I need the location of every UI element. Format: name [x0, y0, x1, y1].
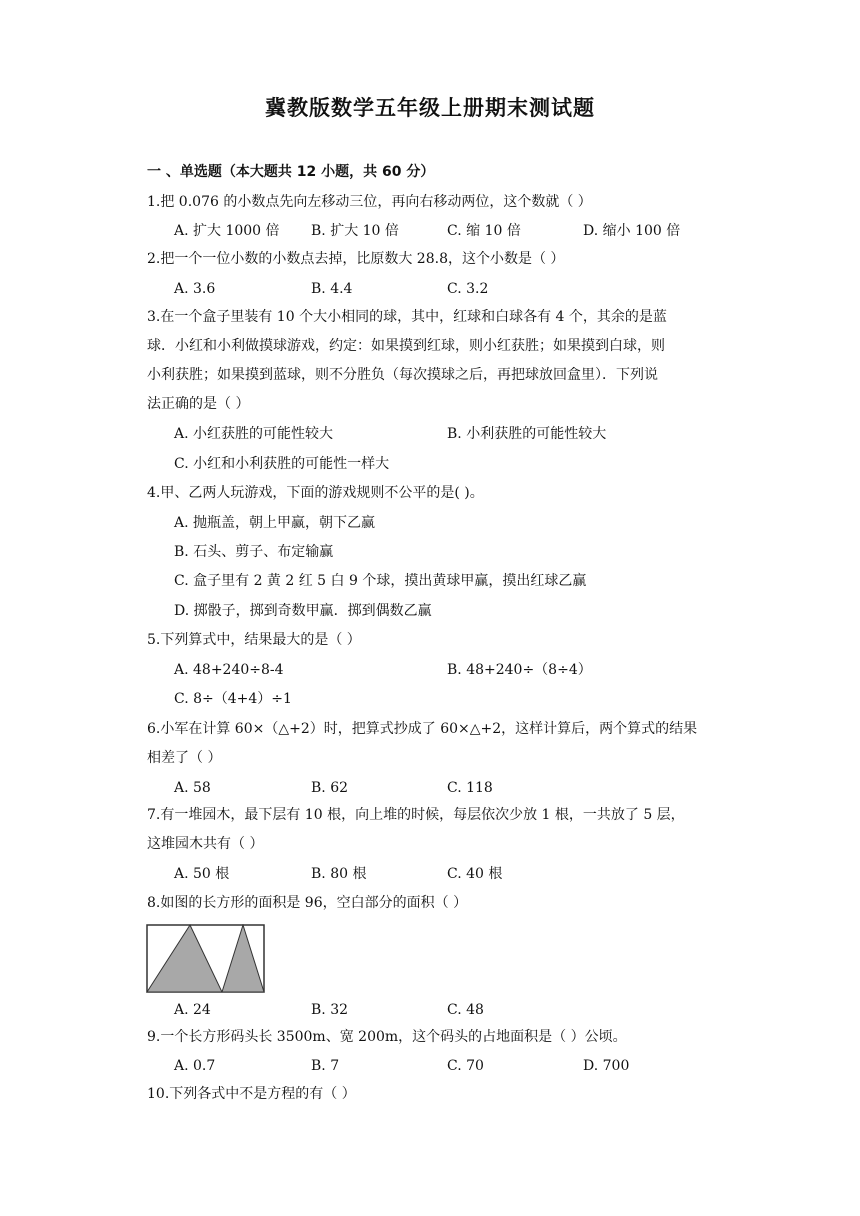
page-title: 冀教版数学五年级上册期末测试题 [265, 96, 595, 120]
question-9-option-a[interactable]: A. 0.7 [174, 1058, 216, 1074]
question-1-option-c[interactable]: C. 缩 10 倍 [447, 223, 521, 239]
question-3-option-b[interactable]: B. 小利获胜的可能性较大 [447, 426, 607, 442]
question-9-option-b[interactable]: B. 7 [311, 1058, 340, 1074]
question-1-option-a[interactable]: A. 扩大 1000 倍 [174, 223, 280, 239]
question-9-stem: 9.一个长方形码头长 3500m、宽 200m，这个码头的占地面积是（ ）公顷。 [147, 1029, 627, 1045]
question-4-stem: 4.甲、乙两人玩游戏，下面的游戏规则不公平的是( )。 [147, 485, 484, 501]
question-6-option-a[interactable]: A. 58 [174, 780, 211, 796]
question-2-stem: 2.把一个一位小数的小数点去掉，比原数大 28.8，这个小数是（ ） [147, 251, 565, 267]
question-5-option-b[interactable]: B. 48+240÷（8÷4） [447, 662, 592, 678]
question-4-option-a[interactable]: A. 抛瓶盖，朝上甲赢，朝下乙赢 [174, 515, 376, 531]
question-3-stem-line-1: 3.在一个盒子里装有 10 个大小相同的球，其中，红球和白球各有 4 个，其余的是蓝 [147, 309, 667, 325]
question-5-option-c[interactable]: C. 8÷（4+4）÷1 [174, 691, 292, 707]
question-8-stem: 8.如图的长方形的面积是 96，空白部分的面积（ ） [147, 895, 468, 911]
question-9-option-c[interactable]: C. 70 [447, 1058, 484, 1074]
question-3-option-c[interactable]: C. 小红和小利获胜的可能性一样大 [174, 456, 390, 472]
question-6-stem-line-1: 6.小军在计算 60×（△+2）时，把算式抄成了 60×△+2，这样计算后，两个算式的结果 [147, 721, 698, 737]
question-7-stem-line-2: 这堆园木共有（ ） [147, 836, 264, 852]
question-5-option-a[interactable]: A. 48+240÷8-4 [174, 662, 284, 678]
question-1-option-d[interactable]: D. 缩小 100 倍 [583, 223, 681, 239]
question-4-option-b[interactable]: B. 石头、剪子、布定输赢 [174, 544, 334, 560]
question-4-option-c[interactable]: C. 盒子里有 2 黄 2 红 5 白 9 个球，摸出黄球甲赢，摸出红球乙赢 [174, 573, 587, 589]
question-8-option-b[interactable]: B. 32 [311, 1002, 349, 1018]
question-2-option-a[interactable]: A. 3.6 [174, 281, 216, 297]
question-8-option-a[interactable]: A. 24 [174, 1002, 211, 1018]
question-7-stem-line-1: 7.有一堆园木，最下层有 10 根，向上堆的时候，每层依次少放 1 根，一共放了 5 层， [147, 807, 685, 823]
question-5-stem: 5.下列算式中，结果最大的是（ ） [147, 632, 361, 648]
question-9-option-d[interactable]: D. 700 [583, 1058, 630, 1074]
question-2-option-b[interactable]: B. 4.4 [311, 281, 353, 297]
question-4-option-d[interactable]: D. 掷骰子，掷到奇数甲赢．掷到偶数乙赢 [174, 603, 432, 619]
question-10-stem: 10.下列各式中不是方程的有（ ） [147, 1086, 356, 1102]
question-8-option-c[interactable]: C. 48 [447, 1002, 484, 1018]
question-1-stem: 1.把 0.076 的小数点先向左移动三位，再向右移动两位，这个数就（ ） [147, 194, 592, 210]
question-3-stem-line-4: 法正确的是（ ） [147, 396, 250, 412]
question-3-stem-line-2: 球．小红和小利做摸球游戏，约定：如果摸到红球，则小红获胜；如果摸到白球，则 [147, 338, 665, 354]
question-3-option-a[interactable]: A. 小红获胜的可能性较大 [174, 426, 334, 442]
question-6-stem-line-2: 相差了（ ） [147, 750, 222, 766]
rectangle-triangles-figure [146, 924, 266, 994]
question-7-option-b[interactable]: B. 80 根 [311, 866, 367, 882]
question-6-option-c[interactable]: C. 118 [447, 780, 493, 796]
question-6-option-b[interactable]: B. 62 [311, 780, 349, 796]
question-7-option-c[interactable]: C. 40 根 [447, 866, 503, 882]
question-7-option-a[interactable]: A. 50 根 [174, 866, 230, 882]
question-1-option-b[interactable]: B. 扩大 10 倍 [311, 223, 399, 239]
question-2-option-c[interactable]: C. 3.2 [447, 281, 489, 297]
section-title: 一 、单选题（本大题共 12 小题，共 60 分） [147, 164, 435, 180]
question-3-stem-line-3: 小利获胜；如果摸到蓝球，则不分胜负（每次摸球之后，再把球放回盒里）．下列说 [147, 367, 658, 383]
